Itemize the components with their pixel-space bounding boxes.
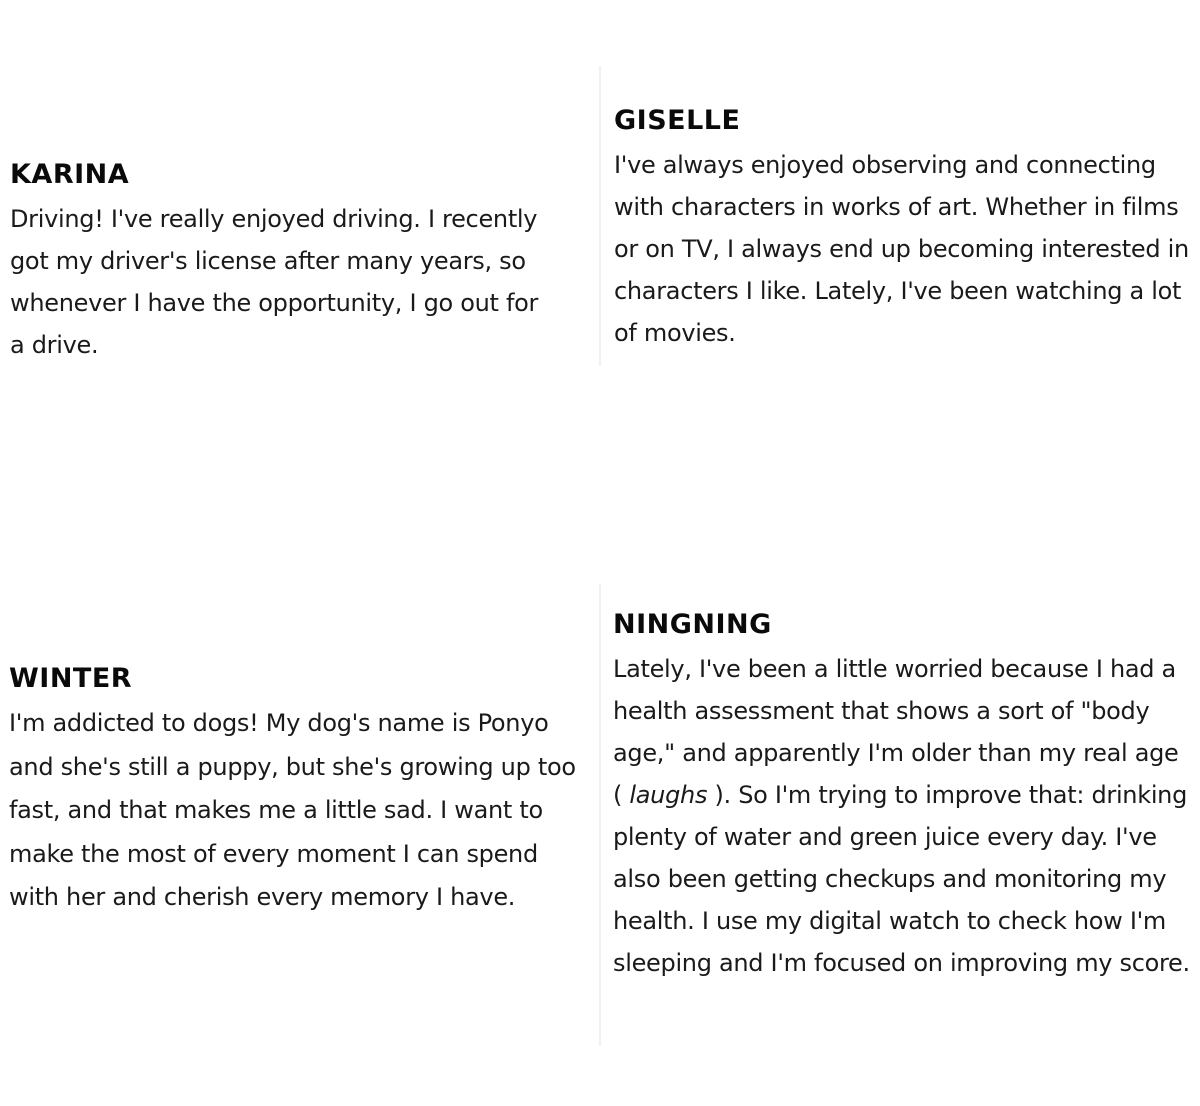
member-answer: I've always enjoyed observing and connecting with characters in works of art. Whether in films or on TV, I always end up becoming interested in characters I like. Lately, I've been watching a lot of movies. [614,151,1189,347]
giselle-card [614,102,1194,354]
ningning-card [613,606,1193,984]
member-answer [613,648,1193,984]
answer-text-start: Lately, I've been a little worried because I had a health assessment that shows a sort of "body age," and apparently I'm older than my real age ( [613,655,1179,809]
member-answer: I'm addicted to dogs! My dog's name is Ponyo and she's still a puppy, but she's growing up too fast, and that makes me a little sad. I want to make the most of every moment I can spend with her and cherish every memory I have. [9,709,576,911]
column-divider-bottom [599,584,601,1046]
column-divider-top [599,66,601,366]
answer-text-end: ). So I'm trying to improve that: drinking plenty of water and green juice every day. I've also been getting checkups and monitoring my health. I use my digital watch to check how I'm sleeping and I'm focused on improving my score. [613,781,1190,977]
member-answer: Driving! I've really enjoyed driving. I recently got my driver's license after many years, so whenever I have the opportunity, I go out for a drive. [10,205,539,359]
member-name: NINGNING [613,609,772,640]
member-name: WINTER [9,663,133,694]
winter-card [9,660,599,920]
answer-laughs: laughs [629,781,708,809]
member-name: GISELLE [614,105,741,136]
member-name: KARINA [10,159,130,190]
karina-card [10,156,590,366]
